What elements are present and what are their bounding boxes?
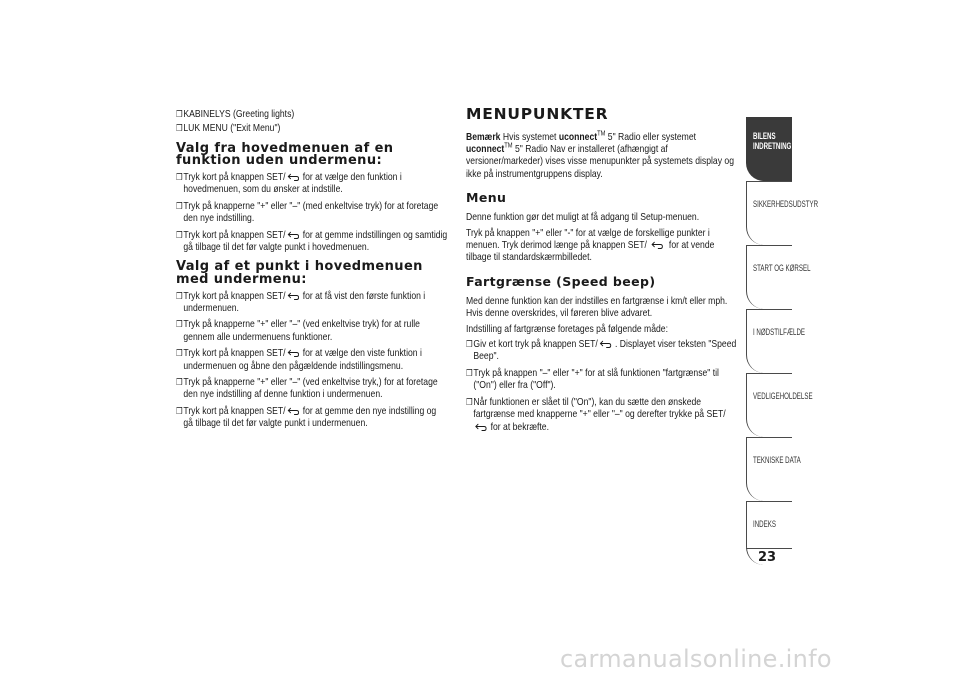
item-text: Tryk på knapperne "+" eller "–" (med enkeltvise tryk) for at foretage den nye indstilling. xyxy=(183,199,439,225)
checkbox-bullet-icon: ❒ xyxy=(466,367,473,378)
list-item xyxy=(176,122,448,134)
checkbox-bullet-icon: ❒ xyxy=(176,172,183,182)
section-heading: Valg fra hovedmenuen af en funktion uden undermenu: xyxy=(176,140,394,169)
checkbox-bullet-icon: ❒ xyxy=(176,200,183,211)
subsection-heading: Menu xyxy=(466,190,507,206)
tab-label: INDEKS xyxy=(753,519,776,529)
tab-start-og-kørsel[interactable] xyxy=(746,245,811,309)
paragraph: Indstilling af fartgrænse foretages på følgende måde: xyxy=(466,322,668,335)
tab-label: VEDLIGEHOLDELSE xyxy=(753,391,813,401)
intro-paragraph xyxy=(466,131,738,181)
set-return-arrow-icon xyxy=(286,292,299,300)
tab-sikkerhedsudstyr[interactable] xyxy=(746,181,819,245)
set-return-arrow-icon xyxy=(650,241,663,249)
item-text: for at bekræfte. xyxy=(490,420,549,433)
subsection-heading: Fartgrænse (Speed beep) xyxy=(466,273,656,289)
item-text: Tryk på knapperne "+" eller "–" (ved enkeltvise tryk,) for at foretage den nye indstilling af denne funktion i undermenuen. xyxy=(183,376,438,401)
paragraph-text: for at vende tilbage til standardskærmbilledet. xyxy=(466,239,715,264)
checkbox-bullet-icon: ❒ xyxy=(176,123,183,134)
section-heading: Valg af et punkt i hovedmenuen med undermenu: xyxy=(176,259,423,288)
paragraph-text: Tryk på knappen "+" eller "-" for at vælge de forskellige punkter i menuen. Tryk derimod længe på knappen SET/ xyxy=(466,226,710,252)
set-return-arrow-icon xyxy=(286,349,299,357)
set-return-arrow-icon xyxy=(474,423,487,431)
item-text: KABINELYS (Greeting lights) xyxy=(183,108,295,120)
brand-name: uconnect xyxy=(558,130,598,143)
list-item xyxy=(176,290,448,315)
list-item xyxy=(176,108,448,120)
set-return-arrow-icon xyxy=(286,231,299,239)
tab-bilens-indretning[interactable] xyxy=(746,117,792,181)
brand-name: uconnect xyxy=(466,143,505,155)
tab-vedligeholdelse[interactable] xyxy=(746,373,813,437)
trademark: TM xyxy=(597,130,606,138)
page-number: 23 xyxy=(758,550,777,565)
checkbox-bullet-icon: ❒ xyxy=(176,109,183,119)
tab-label: I NØDSTILFÆLDE xyxy=(753,327,806,337)
list-item xyxy=(176,318,448,343)
checkbox-bullet-icon: ❒ xyxy=(176,348,183,359)
item-text: Når funktionen er slået til ("On"), kan du sætte den ønskede fartgrænse med knapperne "+" eller "–" og derefter trykke på SET/ xyxy=(473,395,726,421)
item-text: Giv et kort tryk på knappen SET/ xyxy=(473,338,598,351)
list-item xyxy=(466,396,738,433)
item-text: Tryk kort på knappen SET/ xyxy=(183,228,286,241)
item-text: LUK MENU ("Exit Menu") xyxy=(183,122,281,135)
checkbox-bullet-icon: ❒ xyxy=(176,377,183,388)
paragraph xyxy=(466,227,738,264)
list-item xyxy=(466,367,738,392)
set-return-arrow-icon xyxy=(599,340,612,348)
paragraph: Denne funktion gør det muligt at få adgang til Setup-menuen. xyxy=(466,211,700,224)
watermark: carmanualsonline.info xyxy=(560,645,832,673)
list-item xyxy=(176,347,448,372)
list-item xyxy=(176,405,448,430)
tab-divider xyxy=(746,548,792,549)
item-text: Tryk på knapperne "+" eller "–" (ved enkeltvise tryk) for at rulle gennem alle undermenuens funktioner. xyxy=(183,318,420,343)
right-column xyxy=(466,105,738,437)
item-text: for at gemme den nye indstilling og gå tilbage til det før valgte punkt i undermenuen. xyxy=(183,404,437,430)
list-item xyxy=(176,171,448,196)
tab-label: SIKKERHEDSUDSTYR xyxy=(753,199,819,209)
list-item xyxy=(466,338,738,363)
trademark: TM xyxy=(504,142,513,150)
intro-text: 5" Radio eller systemet xyxy=(605,130,697,143)
item-text: Tryk kort på knappen SET/ xyxy=(183,347,286,360)
note-label: Bemærk xyxy=(466,130,501,143)
list-item xyxy=(176,376,448,401)
tab-tekniske-data[interactable] xyxy=(746,437,801,501)
item-text: Tryk på knappen "–" eller "+" for at slå funktionen "fartgrænse" til ("On") eller fra ("Off"). xyxy=(473,366,719,392)
item-text: for at vælge den funktion i hovedmenuen, som du ønsker at indstille. xyxy=(183,171,402,196)
page-title: MENUPUNKTER xyxy=(466,105,609,123)
paragraph: Med denne funktion kan der indstilles en fartgrænse i km/t eller mph. Hvis denne overskrides, vil føreren blive advaret. xyxy=(466,294,728,320)
checkbox-bullet-icon: ❒ xyxy=(176,290,183,301)
tab-label: BILENS INDRETNING xyxy=(753,131,792,151)
checkbox-bullet-icon: ❒ xyxy=(176,319,183,330)
item-text: Tryk kort på knappen SET/ xyxy=(183,404,286,417)
set-return-arrow-icon xyxy=(286,407,299,415)
item-text: for at vælge den viste funktion i undermenuen og åbne den pågældende indstillingsmenu. xyxy=(183,347,422,372)
item-text: for at få vist den første funktion i undermenuen. xyxy=(183,289,426,315)
list-item xyxy=(176,229,448,254)
tab-label: TEKNISKE DATA xyxy=(753,455,801,465)
intro-text: 5" Radio Nav er installeret (afhængigt af versioner/markeder) vises visse menupunkter på systemets display og ikke på instrumentgruppens display. xyxy=(466,143,734,180)
checkbox-bullet-icon: ❒ xyxy=(176,405,183,416)
tab-label: START OG KØRSEL xyxy=(753,263,811,273)
left-column xyxy=(176,108,448,434)
chapter-tabs xyxy=(746,117,819,565)
item-text: for at gemme indstillingen og samtidig gå tilbage til det før valgte punkt i hovedmenuen. xyxy=(183,228,448,254)
checkbox-bullet-icon: ❒ xyxy=(466,339,473,350)
item-text: . Displayet viser teksten "Speed Beep". xyxy=(473,338,737,363)
item-text: Tryk kort på knappen SET/ xyxy=(183,289,286,302)
item-text: Tryk kort på knappen SET/ xyxy=(183,171,286,183)
set-return-arrow-icon xyxy=(286,173,299,181)
tab-i-nødstilfælde[interactable] xyxy=(746,309,806,373)
checkbox-bullet-icon: ❒ xyxy=(466,396,473,407)
intro-text: Hvis systemet xyxy=(500,130,559,143)
list-item xyxy=(176,200,448,225)
checkbox-bullet-icon: ❒ xyxy=(176,229,183,240)
